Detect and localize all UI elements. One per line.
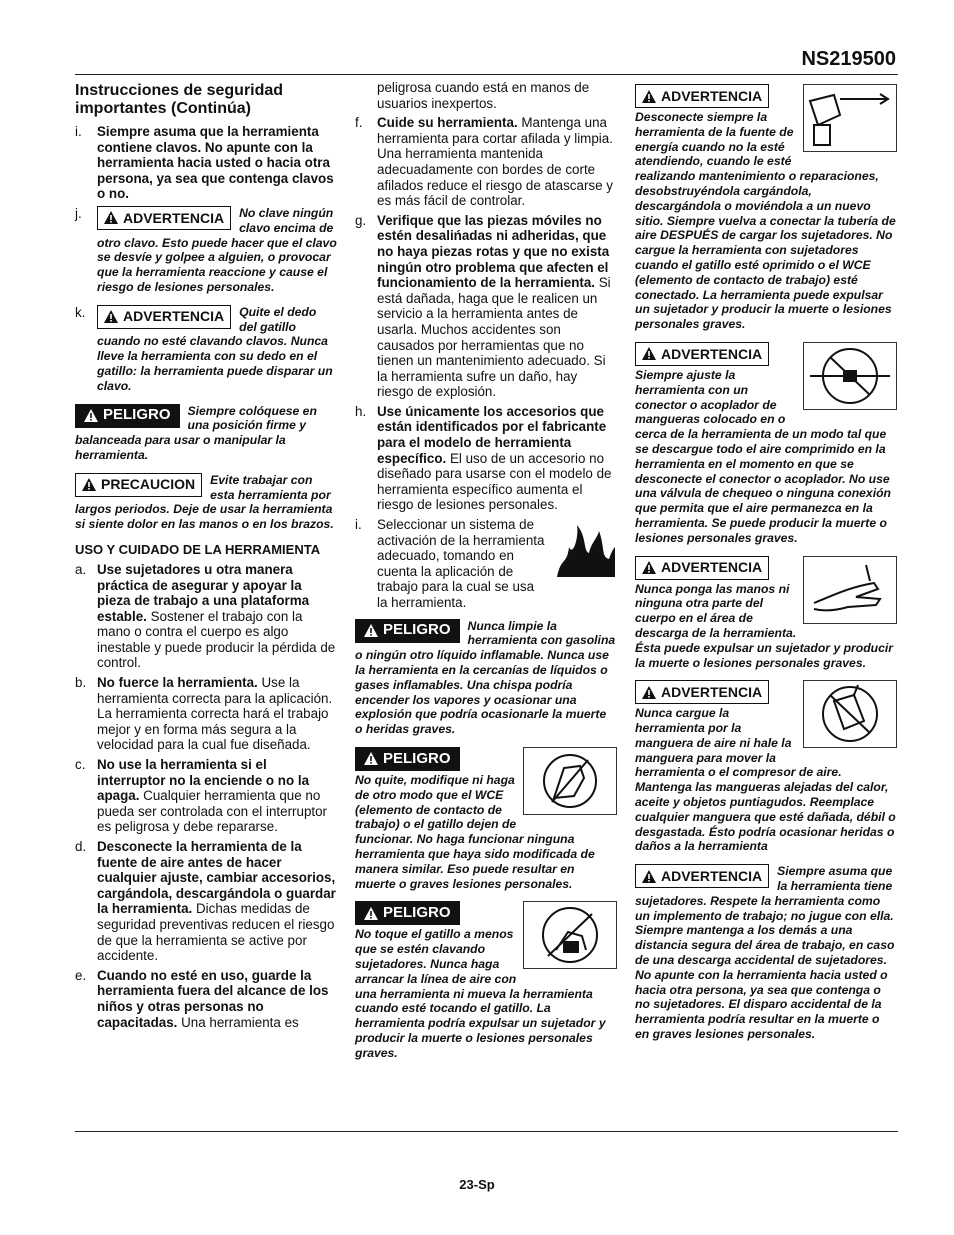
item-letter: c.	[75, 757, 86, 773]
list-item-h	[355, 404, 617, 513]
warning-block	[97, 305, 337, 394]
column-2	[355, 80, 617, 1071]
item-letter: i.	[75, 124, 82, 139]
advertencia-text: Siempre asuma que la herramienta tiene sujetadores. Respete la herramienta como un implemento de trabajo; no jugue con ella. Siempre mantenga a los demás a una distancia segura del área de trabajo, en caso de una descarga accidental de sujetadores. No apunte con la herramienta hacia usted o hacia otra persona, ya sea que contenga o no sujetadores. El disparo accidental de la herramienta podría resultar en la muerte o en graves lesiones personales.	[635, 864, 895, 1042]
list-item-i	[355, 517, 617, 611]
item-text: Use la herramienta correcta para la aplicación. La herramienta correcta hará el trabajo mejor y en forma más segura a la velocidad para la cual fue diseñada.	[97, 675, 333, 753]
page-number: 23-Sp	[459, 1177, 495, 1192]
precaucion-badge: PRECAUCION	[75, 473, 202, 497]
advertencia-badge: ADVERTENCIA	[635, 556, 769, 580]
warning-triangle-icon	[364, 752, 378, 765]
list-item-e-continued	[355, 80, 617, 111]
item-text: Dichas medidas de seguridad preventivas reducen el riesgo de que la herramienta se active por accidente.	[97, 901, 335, 964]
warning-block	[97, 206, 337, 295]
list-item-f	[355, 115, 617, 209]
item-text: Seleccionar un sistema de activación de la herramienta adecuado, tomando en cuenta la aplicación de trabajo para la cual se usa la herramienta.	[377, 517, 545, 610]
list-item-b	[75, 675, 337, 753]
trigger-icon	[523, 901, 617, 969]
advertencia-text: Desconecte siempre la herramienta de la fuente de energía cuando no la esté atendiendo, cuando le esté realizando mantenimiento o reparaciones, desobstruyéndola cargándola, descargándola o moviéndola a un nuevo sitio. Siempre vuelva a conectar la tubería de aire DESPUÉS de cargar los sujetadores. No cargue la herramienta con sujetadores cuando el gatillo esté oprimido o el WCE (elemento de contacto de trabajo) esté conectado. La herramienta puede expulsar un sujetador y producir la muerte o lesiones personales graves.	[635, 110, 896, 332]
warning-triangle-icon	[642, 90, 656, 103]
peligro-block	[355, 901, 617, 1060]
advertencia-badge: ADVERTENCIA	[635, 84, 769, 108]
advertencia-block	[635, 84, 897, 332]
item-letter: g.	[355, 212, 367, 228]
item-text: Siempre asuma que la herramienta contiene clavos. No apunte con la herramienta hacia usted o hacia otra persona, ya sea que contenga clavos o no.	[97, 124, 334, 202]
peligro-badge: PELIGRO	[355, 619, 460, 643]
list-item-g	[355, 213, 617, 400]
item-text: Mantenga una herramienta para cortar afilada y limpia. Una herramienta mantenida adecuadamente con bordes de corte afilados reduce el riesgo de atascarse y es más fácil de controlar.	[377, 115, 613, 209]
advertencia-badge: ADVERTENCIA	[97, 206, 231, 230]
list-item-j	[75, 206, 337, 295]
model-number: NS219500	[801, 48, 896, 70]
list-item-d	[75, 839, 337, 964]
item-bold: Cuando no esté en uso, guarde la herramienta fuera del alcance de los niños y otras personas no capacitadas.	[97, 967, 329, 1030]
air-hose-disconnect-icon	[803, 84, 897, 152]
advertencia-text: Nunca cargue la herramienta por la manguera de aire ni hale la manguera para mover la herramienta o el compresor de aire. Mantenga las mangueras alejadas del calor, aceite y objetos puntiagudos. Reemplace cualquier manguera que esté dañada, débil o desgastada. Ésto podría ocasionar heridas o daños a la herramienta	[635, 706, 896, 854]
advertencia-text: Nunca ponga las manos ni ninguna otra parte del cuerpo en el área de descarga de la herramienta. Ésta puede expulsar un sujetador y producir la muerte o lesiones personales graves.	[635, 581, 894, 670]
peligro-text: No quite, modifique ni haga de otro modo que el WCE (elemento de contacto de trabajo) o el gatillo dejen de funcionar. No haga funcionar ninguna herramienta que haya sido modificada de manera similar. Eso puede resultar en muerte o graves lesiones personales.	[355, 772, 595, 891]
item-letter: i.	[355, 517, 362, 533]
item-letter: j.	[75, 205, 82, 221]
item-bold: No use la herramienta si el interruptor no la enciende o no la apaga.	[97, 757, 310, 804]
warning-triangle-icon	[104, 211, 118, 224]
list-item-k	[75, 305, 337, 394]
check-valve-icon	[803, 342, 897, 410]
item-bold: Verifique que las piezas móviles no estén desalińadas ni adheridas, que no haya piezas rotas y que no exista ningún otro problema que afecten el funcionamiento de la herramienta.	[377, 212, 610, 291]
advertencia-block	[635, 864, 897, 1042]
warning-triangle-icon	[642, 561, 656, 574]
item-letter: d.	[75, 839, 87, 854]
list-item-e	[75, 968, 337, 1030]
column-1	[75, 80, 337, 1034]
list-item-i	[75, 124, 337, 202]
advertencia-badge: ADVERTENCIA	[635, 864, 769, 888]
uso-heading: USO Y CUIDADO DE LA HERRAMIENTA	[75, 541, 321, 557]
advertencia-badge: ADVERTENCIA	[97, 305, 231, 329]
peligro-text: Nunca limpie la herramienta con gasolina o ningún otro líquido inflamable. Nunca use la herramienta en la cercanías de líquidos o gases inflamables. Una chispa podría encender los vapores y ocasionar una explosión que podría ocasionarle la muerte o heridas graves.	[355, 618, 616, 737]
item-letter: b.	[75, 675, 87, 691]
peligro-badge: PELIGRO	[355, 901, 460, 925]
advertencia-badge: ADVERTENCIA	[635, 680, 769, 704]
carry-by-hose-icon	[803, 680, 897, 748]
peligro-badge: PELIGRO	[355, 747, 460, 771]
peligro-badge: PELIGRO	[75, 404, 180, 428]
peligro-block	[75, 404, 337, 463]
item-text: Cualquier herramienta que no pueda ser controlada con el interruptor es peligrosa y debe repararse.	[97, 788, 328, 835]
peligro-text: Siempre colóquese en una posición firme y balanceada para usar o manipular la herramienta.	[75, 403, 317, 462]
item-bold: Cuide su herramienta.	[377, 115, 518, 131]
top-rule	[75, 74, 898, 75]
warning-text: Quite el dedo del gatillo cuando no esté clavando clavos. Nunca lleve la herramienta con su dedo en el gatillo: la herramienta puede disparar un clavo.	[97, 304, 333, 393]
item-letter: f.	[355, 115, 363, 131]
item-letter: a.	[75, 561, 87, 577]
warning-triangle-icon	[364, 624, 378, 637]
column-3	[635, 80, 897, 1052]
advertencia-block	[635, 556, 897, 671]
item-text: Una herramienta es	[177, 1014, 299, 1030]
warning-triangle-icon	[364, 907, 378, 920]
item-bold: Desconecte la herramienta de la fuente de aire antes de hacer cualquier ajuste, cambiar accesorios, cargándola, descargándola o guardar la herramienta.	[97, 839, 336, 917]
item-letter: h.	[355, 403, 367, 419]
item-text: peligrosa cuando está en manos de usuarios inexpertos.	[377, 80, 590, 111]
bottom-rule	[75, 1131, 898, 1132]
item-bold: Use únicamente los accesorios que están identificados por el fabricante para el modelo de herramienta específico.	[377, 403, 607, 466]
item-bold: Use sujetadores u otra manera práctica de asegurar y apoyar la pieza de trabajo a una plataforma estable.	[97, 561, 310, 624]
warning-triangle-icon	[642, 870, 656, 883]
warning-triangle-icon	[104, 310, 118, 323]
warning-triangle-icon	[642, 686, 656, 699]
peligro-block	[355, 747, 617, 891]
advertencia-text: Siempre ajuste la herramienta con un conector o acoplador de mangueras colocado en o cerca de la herramienta de un modo tal que se descargue todo el aire comprimido en la herramienta en el momento en que se desconecte el conector o acoplador. No use una válvula de chequeo o ninguna conexión que permita que el aire permanezca en la herramienta. Se puede producir la muerte o lesiones personales graves.	[635, 367, 891, 545]
item-text: El uso de un accesorio no diseñado para usarse con el modelo de herramienta específico aumenta el riesgo de lesiones personales.	[377, 450, 612, 513]
precaucion-text: Evite trabajar con esta herramienta por largos periodos. Deje de usar la herramienta si siente dolor en las manos o en los brazos.	[75, 472, 334, 532]
hand-icon	[803, 556, 897, 624]
warning-triangle-icon	[642, 347, 656, 360]
flame-icon	[553, 517, 617, 579]
advertencia-block	[635, 342, 897, 546]
warning-text: No clave ningún clavo encima de otro clavo. Esto puede hacer que el clavo se desvíe y golpee a alguien, o provocar que la herramienta reaccione y cause el riesgo de lesiones personales.	[97, 205, 337, 294]
list-item-c	[75, 757, 337, 835]
peligro-block	[355, 619, 617, 737]
item-bold: No fuerce la herramienta.	[97, 675, 258, 691]
precaucion-block	[75, 473, 337, 532]
advertencia-block	[635, 680, 897, 854]
item-letter: e.	[75, 967, 87, 983]
warning-triangle-icon	[84, 409, 98, 422]
item-text: Sostener el trabajo con la mano o contra el cuerpo es algo inestable y puede producir la pérdida de control.	[97, 608, 336, 671]
warning-triangle-icon	[82, 478, 96, 491]
item-text: Si está dañada, haga que le realicen un servicio a la herramienta antes de usarla. Muchos accidentes son causados por herramientas que no tienen un mantenimiento adecuado. Si la herramienta sufre un daño, hay riesgo de explosión.	[377, 275, 611, 400]
list-item-a	[75, 562, 337, 671]
nailer-wce-icon	[523, 747, 617, 815]
item-letter: k.	[75, 304, 86, 320]
peligro-text: No toque el gatillo a menos que se estén clavando sujetadores. Nunca haga arrancar la línea de aire con una herramienta ni mueva la herramienta cuando esté tocando el gatillo. La herramienta podría expulsar un sujetador y producir la muerte o lesiones personales graves.	[355, 927, 606, 1060]
advertencia-badge: ADVERTENCIA	[635, 342, 769, 366]
section-heading: Instrucciones de seguridad importantes (Continúa)	[75, 82, 284, 117]
